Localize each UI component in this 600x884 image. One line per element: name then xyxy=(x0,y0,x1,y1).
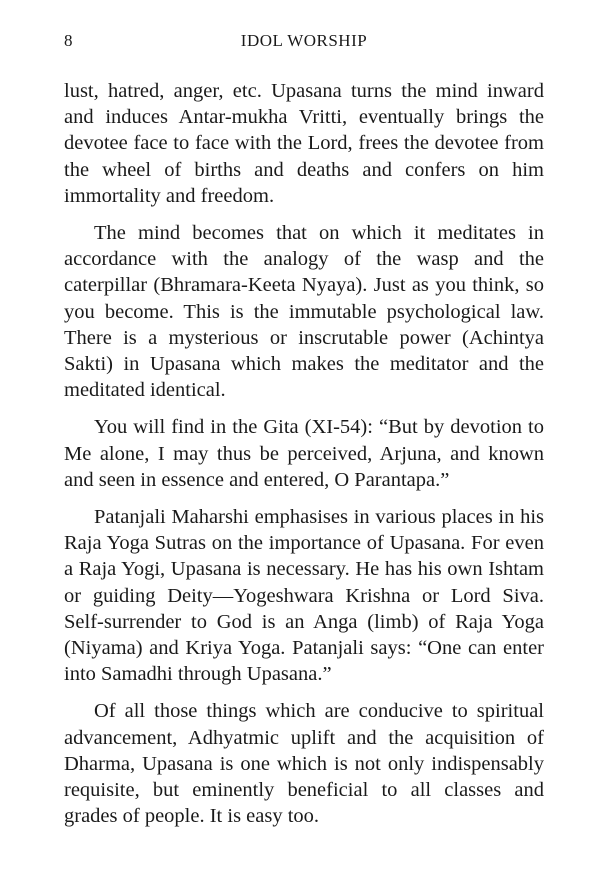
book-title: IDOL WORSHIP xyxy=(240,31,368,50)
paragraph-continuation: lust, hatred, anger, etc. Upasana turns the mind inward and induces Antar-mukha Vritti, eventually brings the devotee face to face with the Lord, frees the devotee from the wheel of births and deaths and confers on him immortality and freedom. xyxy=(64,80,544,207)
paragraph-spiritual-advancement: Of all those things which are conducive to spiritual advancement, Adhyatmic uplift and the acquisition of Dharma, Upasana is one which is not only indispensably requisite, but eminently beneficial to all classes and grades of people. It is easy too. xyxy=(64,700,544,828)
running-head xyxy=(64,30,544,52)
page-number: 8 xyxy=(64,31,73,50)
paragraph-mind-meditation: The mind becomes that on which it meditates in accordance with the analogy of the wasp and the caterpillar (Bhramara-Keeta Nyaya). Just as you think, so you become. This is the immutable psychological law. There is a mysterious or inscrutable power (Achintya Sakti) in Upasana which makes the meditator and the meditated identical. xyxy=(64,222,544,402)
paragraph-gita-quote: You will find in the Gita (XI-54): “But by devotion to Me alone, I may thus be perceived, Arjuna, and known and seen in essence and entered, O Parantapa.” xyxy=(64,416,544,491)
paragraph-patanjali: Patanjali Maharshi emphasises in various places in his Raja Yoga Sutras on the importance of Upasana. For even a Raja Yogi, Upasana is necessary. He has his own Ishtam or guiding Deity—Yogeshwara Krishna or Lord Siva. Self-surrender to God is an Anga (limb) of Raja Yoga (Niyama) and Kriya Yoga. Patanjali says: “One can enter into Samadhi through Upasana.” xyxy=(64,506,544,686)
body-text xyxy=(64,78,544,840)
